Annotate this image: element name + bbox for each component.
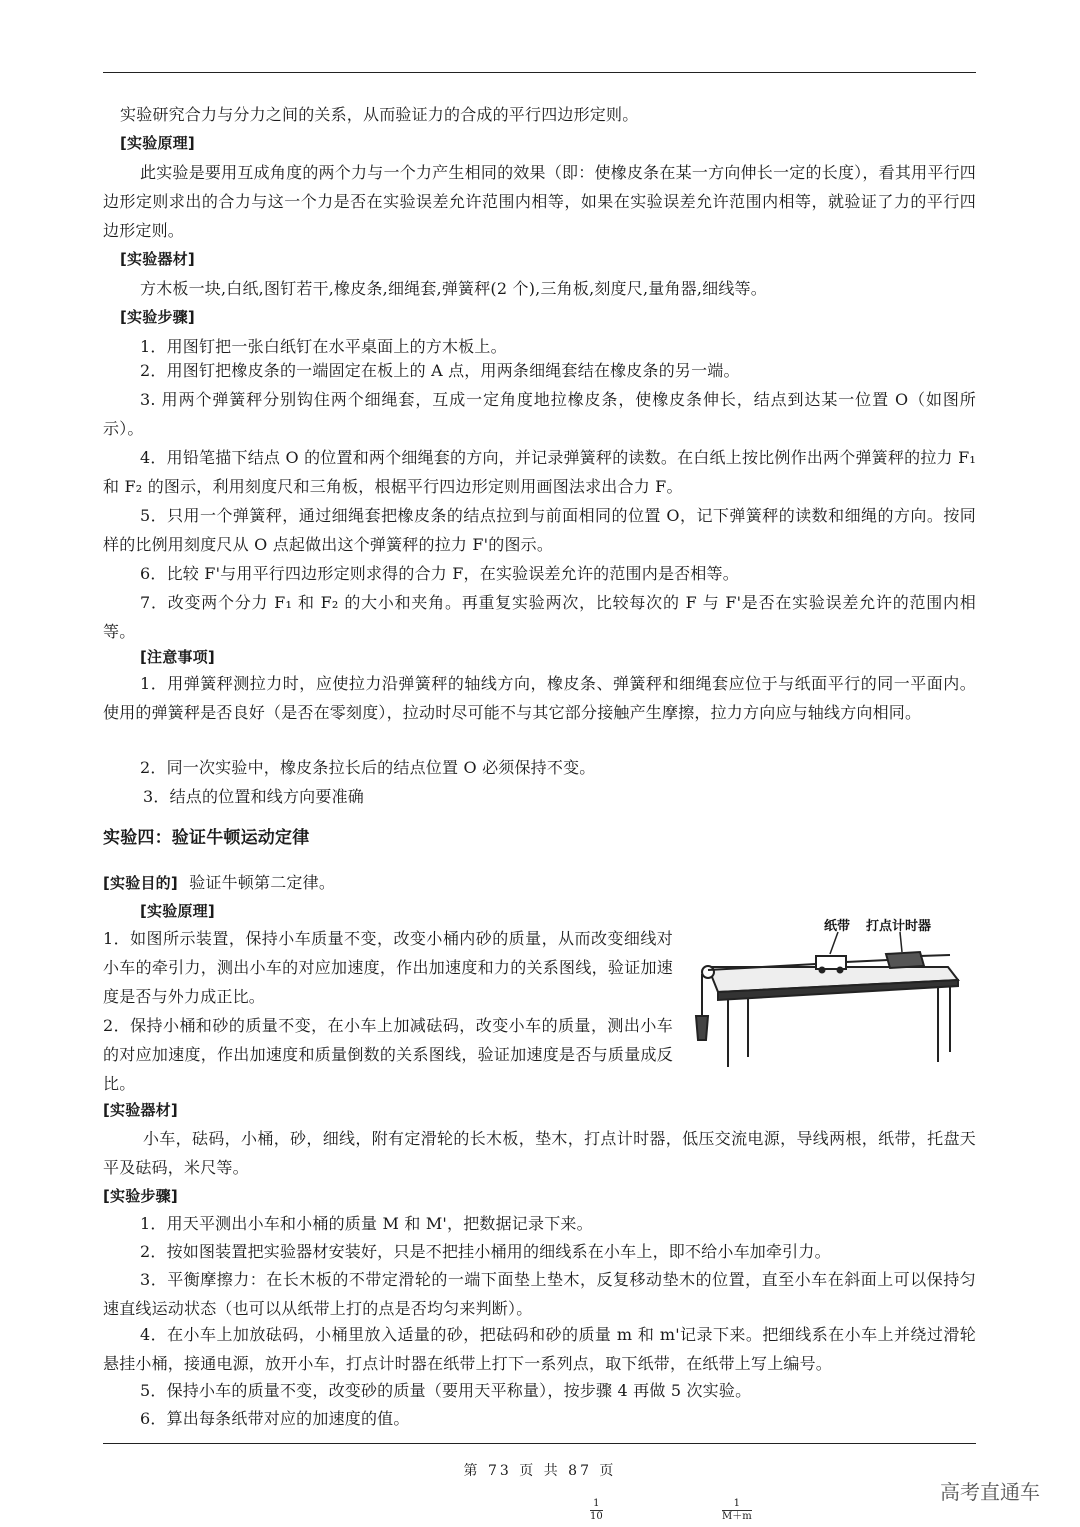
notes-heading: [注意事项] xyxy=(140,648,215,666)
principle-heading: [实验原理] xyxy=(120,134,195,152)
experiment4-title: 实验四：验证牛顿运动定律 xyxy=(103,828,310,848)
exp4-equipment-heading: [实验器材] xyxy=(103,1101,178,1119)
exp4-principle-heading: [实验原理] xyxy=(140,902,215,920)
step-item: 6．比较 F'与用平行四边形定则求得的合力 F，在实验误差允许的范围内是否相等。 xyxy=(140,564,739,583)
exp4-step-item: 4．在小车上加放砝码，小桶里放入适量的砂，把砝码和砂的质量 m 和 m'记录下来。把细线系在小车上并绕过滑轮悬挂小桶，接通电源，放开小车，打点计时器在纸带上打下一系列点，取下纸带，在纸带上写上编号。 xyxy=(103,1325,976,1373)
exp4-step-item: 6．算出每条纸带对应的加速度的值。 xyxy=(140,1409,410,1428)
note-item: 1．用弹簧秤测拉力时，应使拉力沿弹簧秤的轴线方向，橡皮条、弹簧秤和细绳套应位于与纸面平行的同一平面内。使用的弹簧秤是否良好（是否在零刻度），拉动时尽可能不与其它部分接触产生摩擦，拉力方向应与轴线方向相同。 xyxy=(103,674,976,722)
intro-paragraph: 实验研究合力与分力之间的关系，从而验证力的合成的平行四边形定则。 xyxy=(120,105,639,124)
step-item: 5．只用一个弹簧秤，通过细绳套把橡皮条的结点拉到与前面相同的位置 O，记下弹簧秤的读数和细绳的方向。按同样的比例用刻度尺从 O 点起做出这个弹簧秤的拉力 F'的图示。 xyxy=(103,506,976,554)
note-item: 3．结点的位置和线方向要准确 xyxy=(143,787,364,806)
exp4-goal-line xyxy=(103,868,335,898)
note-item: 2．同一次实验中，橡皮条拉长后的结点位置 O 必须保持不变。 xyxy=(140,758,596,777)
step-item: 7．改变两个分力 F₁ 和 F₂ 的大小和夹角。再重复实验两次，比较每次的 F 与 F'是否在实验误差允许的范围内相等。 xyxy=(103,593,976,641)
exp4-step-item: 5．保持小车的质量不变，改变砂的质量（要用天平称量），按步骤 4 再做 5 次实验。 xyxy=(140,1381,752,1400)
exp4-equipment-paragraph: 小车，砝码，小桶，砂，细线，附有定滑轮的长木板，垫木，打点计时器，低压交流电源，导线两根，纸带，托盘天平及砝码，米尺等。 xyxy=(103,1129,976,1177)
exp4-principle-item: 1．如图所示装置，保持小车质量不变，改变小桶内砂的质量，从而改变细线对小车的牵引力，测出小车的对应加速度，作出加速度和力的关系图线，验证加速度是否与外力成正比。 xyxy=(103,929,673,1006)
footer-rule xyxy=(103,1443,976,1444)
step-item: 3. 用两个弹簧秤分别钩住两个细绳套，互成一定角度地拉橡皮条，使橡皮条伸长，结点到达某一位置 O（如图所示）。 xyxy=(103,390,976,438)
equipment-heading: [实验器材] xyxy=(120,250,195,268)
fraction-numerator: 1 xyxy=(722,1498,752,1511)
principle-paragraph: 此实验是要用互成角度的两个力与一个力产生相同的效果（即：使橡皮条在某一方向伸长一定的长度），看其用平行四边形定则求出的合力与这一个力是否在实验误差允许范围内相等，如果在实验误差允许范围内相等，就验证了力的平行四边形定则。 xyxy=(103,163,976,240)
fraction-denominator: 10 xyxy=(590,1511,603,1522)
exp4-step-item: 2．按如图装置把实验器材安装好，只是不把挂小桶用的细线系在小车上，即不给小车加牵引力。 xyxy=(140,1242,831,1261)
exp4-principle-item: 2．保持小桶和砂的质量不变，在小车上加减砝码，改变小车的质量，测出小车的对应加速度，作出加速度和质量倒数的关系图线，验证加速度是否与质量成反比。 xyxy=(103,1016,673,1093)
step-item: 1．用图钉把一张白纸钉在水平桌面上的方木板上。 xyxy=(140,337,507,356)
watermark: 高考直通车 xyxy=(940,1480,1040,1504)
timer-label: 打点计时器 xyxy=(866,919,932,934)
cart-track-diagram xyxy=(688,912,978,1072)
exp4-steps-heading: [实验步骤] xyxy=(103,1187,178,1205)
exp4-goal-heading: [实验目的] xyxy=(103,874,178,892)
exp4-step-item: 3．平衡摩擦力：在长木板的不带定滑轮的一端下面垫上垫木，反复移动垫木的位置，直至小车在斜面上可以保持匀速直线运动状态（也可以从纸带上打的点是否均匀来判断）。 xyxy=(103,1270,976,1318)
fraction-numerator: 1 xyxy=(590,1498,603,1511)
page-number: 第 73 页 共 87 页 xyxy=(463,1463,617,1479)
step-item: 2．用图钉把橡皮条的一端固定在板上的 A 点，用两条细绳套结在橡皮条的另一端。 xyxy=(140,361,740,380)
apparatus-figure xyxy=(688,912,978,1072)
header-rule xyxy=(103,72,976,73)
exp4-goal-text: 验证牛顿第二定律。 xyxy=(189,873,336,892)
step-item: 4．用铅笔描下结点 O 的位置和两个细绳套的方向，并记录弹簧秤的读数。在白纸上按比例作出两个弹簧秤的拉力 F₁ 和 F₂ 的图示，利用刻度尺和三角板，根椐平行四边形定则用画图法求出合力 F。 xyxy=(103,448,976,496)
equipment-paragraph: 方木板一块,白纸,图钉若干,橡皮条,细绳套,弹簧秤(2 个),三角板,刻度尺,量角器,细线等。 xyxy=(140,279,767,298)
fraction-denominator: M＋m xyxy=(722,1511,752,1522)
fraction-one-tenth xyxy=(590,1498,603,1523)
exp4-step-item: 1．用天平测出小车和小桶的质量 M 和 M'，把数据记录下来。 xyxy=(140,1214,593,1233)
tape-label: 纸带 xyxy=(824,919,851,934)
steps-heading: [实验步骤] xyxy=(120,308,195,326)
fraction-one-over-mass xyxy=(722,1498,752,1523)
